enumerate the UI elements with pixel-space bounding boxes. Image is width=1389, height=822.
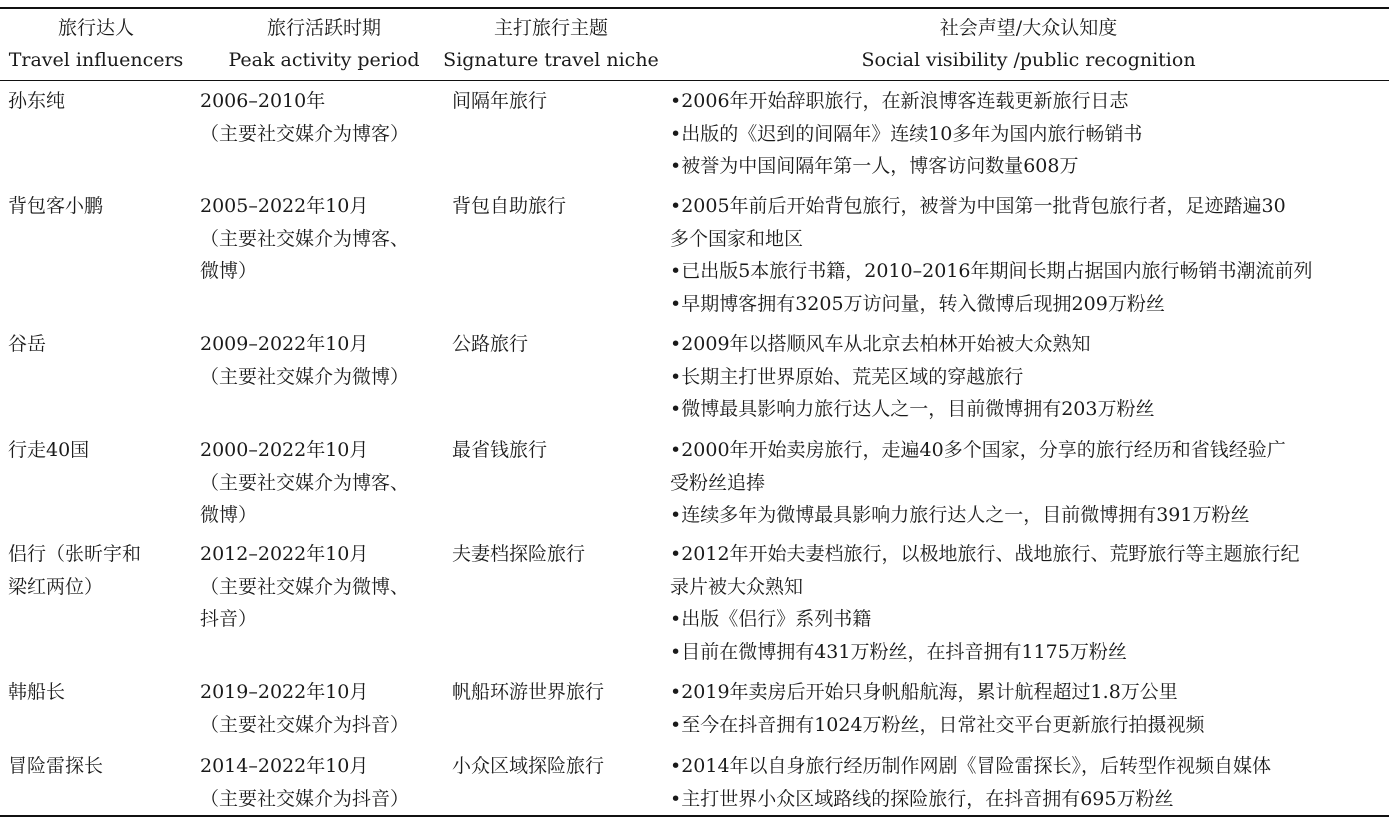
visibility-points	[670, 750, 1385, 815]
visibility-point-continued: 受粉丝追捧	[670, 471, 766, 494]
period-line: 2006–2010年	[200, 90, 326, 112]
theme-line: 背包自助旅行	[452, 195, 567, 217]
visibility-point: •2006年开始辞职旅行，在新浪博客连载更新旅行日志	[670, 90, 1129, 112]
header-period-en: Peak activity period	[228, 49, 420, 71]
activity-period	[200, 750, 450, 815]
period-line: （主要社交媒介为抖音）	[200, 713, 410, 736]
activity-period	[200, 676, 450, 741]
visibility-point-continued: 多个国家和地区	[670, 227, 804, 250]
theme-line: 最省钱旅行	[452, 439, 548, 461]
travel-theme	[452, 85, 667, 118]
visibility-point: •微博最具影响力旅行达人之一，目前微博拥有203万粉丝	[670, 398, 1155, 420]
visibility-points	[670, 434, 1385, 532]
travel-theme	[452, 750, 667, 783]
bottom-rule	[0, 815, 1389, 817]
header-rule	[0, 80, 1389, 81]
influencer-name	[8, 190, 188, 223]
header-visibility	[668, 12, 1389, 76]
period-line: 2014–2022年10月	[200, 755, 369, 777]
activity-period	[200, 434, 450, 532]
visibility-point: •2012年开始夫妻档旅行，以极地旅行、战地旅行、荒野旅行等主题旅行纪	[670, 543, 1300, 565]
period-line: 2005–2022年10月	[200, 195, 369, 217]
activity-period	[200, 190, 450, 288]
period-line: 抖音）	[200, 608, 258, 630]
activity-period	[200, 85, 450, 150]
influencer-name-line: 韩船长	[8, 681, 66, 703]
visibility-points	[670, 676, 1385, 741]
period-line: 2019–2022年10月	[200, 681, 369, 703]
period-line: 微博）	[200, 260, 258, 282]
table-header	[0, 12, 1389, 78]
visibility-point: •长期主打世界原始、荒芜区域的穿越旅行	[670, 365, 1024, 388]
visibility-points	[670, 328, 1385, 426]
visibility-point: •出版的《迟到的间隔年》连续10多年为国内旅行畅销书	[670, 122, 1143, 145]
theme-line: 小众区域探险旅行	[452, 755, 605, 777]
top-rule	[0, 7, 1389, 9]
period-line: （主要社交媒介为抖音）	[200, 787, 410, 810]
activity-period	[200, 538, 450, 636]
activity-period	[200, 328, 450, 393]
influencer-name	[8, 538, 188, 603]
travel-theme	[452, 538, 667, 571]
travel-theme	[452, 434, 667, 467]
influencer-name	[8, 676, 188, 709]
header-period	[198, 12, 450, 76]
travel-theme	[452, 328, 667, 361]
period-line: 2009–2022年10月	[200, 333, 369, 355]
influencer-name	[8, 750, 188, 783]
header-niche	[442, 12, 660, 76]
theme-line: 帆船环游世界旅行	[452, 681, 605, 703]
influencer-name	[8, 85, 188, 118]
visibility-point: •至今在抖音拥有1024万粉丝，日常社交平台更新旅行拍摄视频	[670, 713, 1205, 736]
header-influencers-zh: 旅行达人	[57, 17, 134, 39]
header-period-zh: 旅行活跃时期	[266, 17, 381, 39]
period-line: （主要社交媒介为博客）	[200, 122, 410, 145]
visibility-point: •2009年以搭顺风车从北京去柏林开始被大众熟知	[670, 333, 1091, 355]
visibility-point: •2019年卖房后开始只身帆船航海，累计航程超过1.8万公里	[670, 681, 1178, 703]
visibility-point: •出版《侣行》系列书籍	[670, 608, 872, 630]
influencer-name	[8, 328, 188, 361]
travel-theme	[452, 190, 667, 223]
influencer-name-line: 梁红两位）	[8, 575, 104, 598]
theme-line: 间隔年旅行	[452, 90, 548, 112]
period-line: （主要社交媒介为博客、	[200, 227, 410, 250]
visibility-points	[670, 538, 1385, 668]
influencer-name-line: 冒险雷探长	[8, 755, 104, 777]
visibility-point: •被誉为中国间隔年第一人，博客访问数量608万	[670, 155, 1079, 177]
period-line: （主要社交媒介为微博、	[200, 575, 410, 598]
visibility-point: •主打世界小众区域路线的探险旅行，在抖音拥有695万粉丝	[670, 787, 1174, 810]
period-line: 微博）	[200, 504, 258, 526]
influencer-name-line: 侣行（张昕宇和	[8, 543, 142, 565]
period-line: 2012–2022年10月	[200, 543, 369, 565]
influencer-name-line: 孙东纯	[8, 90, 66, 112]
visibility-points	[670, 190, 1385, 320]
visibility-point: •早期博客拥有3205万访问量，转入微博后现拥209万粉丝	[670, 292, 1165, 315]
influencer-name-line: 谷岳	[8, 333, 47, 355]
influencer-name-line: 背包客小鹏	[8, 195, 104, 217]
visibility-points	[670, 85, 1385, 183]
visibility-point: •2005年前后开始背包旅行，被誉为中国第一批背包旅行者，足迹踏遍30	[670, 195, 1286, 217]
visibility-point: •2000年开始卖房旅行，走遍40多个国家，分享的旅行经历和省钱经验广	[670, 439, 1286, 461]
header-visibility-en: Social visibility /public recognition	[861, 49, 1196, 71]
header-visibility-zh: 社会声望/大众认知度	[939, 17, 1118, 39]
period-line: 2000–2022年10月	[200, 439, 369, 461]
travel-theme	[452, 676, 667, 709]
header-niche-zh: 主打旅行主题	[493, 17, 608, 39]
visibility-point-continued: 录片被大众熟知	[670, 575, 804, 598]
visibility-point: •2014年以自身旅行经历制作网剧《冒险雷探长》，后转型作视频自媒体	[670, 755, 1272, 777]
visibility-point: •已出版5本旅行书籍，2010–2016年期间长期占据国内旅行畅销书潮流前列	[670, 260, 1313, 282]
period-line: （主要社交媒介为微博）	[200, 365, 410, 388]
influencer-name	[8, 434, 188, 467]
visibility-point: •连续多年为微博最具影响力旅行达人之一，目前微博拥有391万粉丝	[670, 504, 1250, 526]
period-line: （主要社交媒介为博客、	[200, 471, 410, 494]
influencer-name-line: 行走40国	[8, 439, 90, 461]
header-influencers	[0, 12, 192, 76]
header-niche-en: Signature travel niche	[443, 49, 659, 71]
theme-line: 公路旅行	[452, 333, 529, 355]
theme-line: 夫妻档探险旅行	[452, 543, 586, 565]
header-influencers-en: Travel influencers	[8, 49, 184, 71]
visibility-point: •目前在微博拥有431万粉丝，在抖音拥有1175万粉丝	[670, 640, 1127, 663]
